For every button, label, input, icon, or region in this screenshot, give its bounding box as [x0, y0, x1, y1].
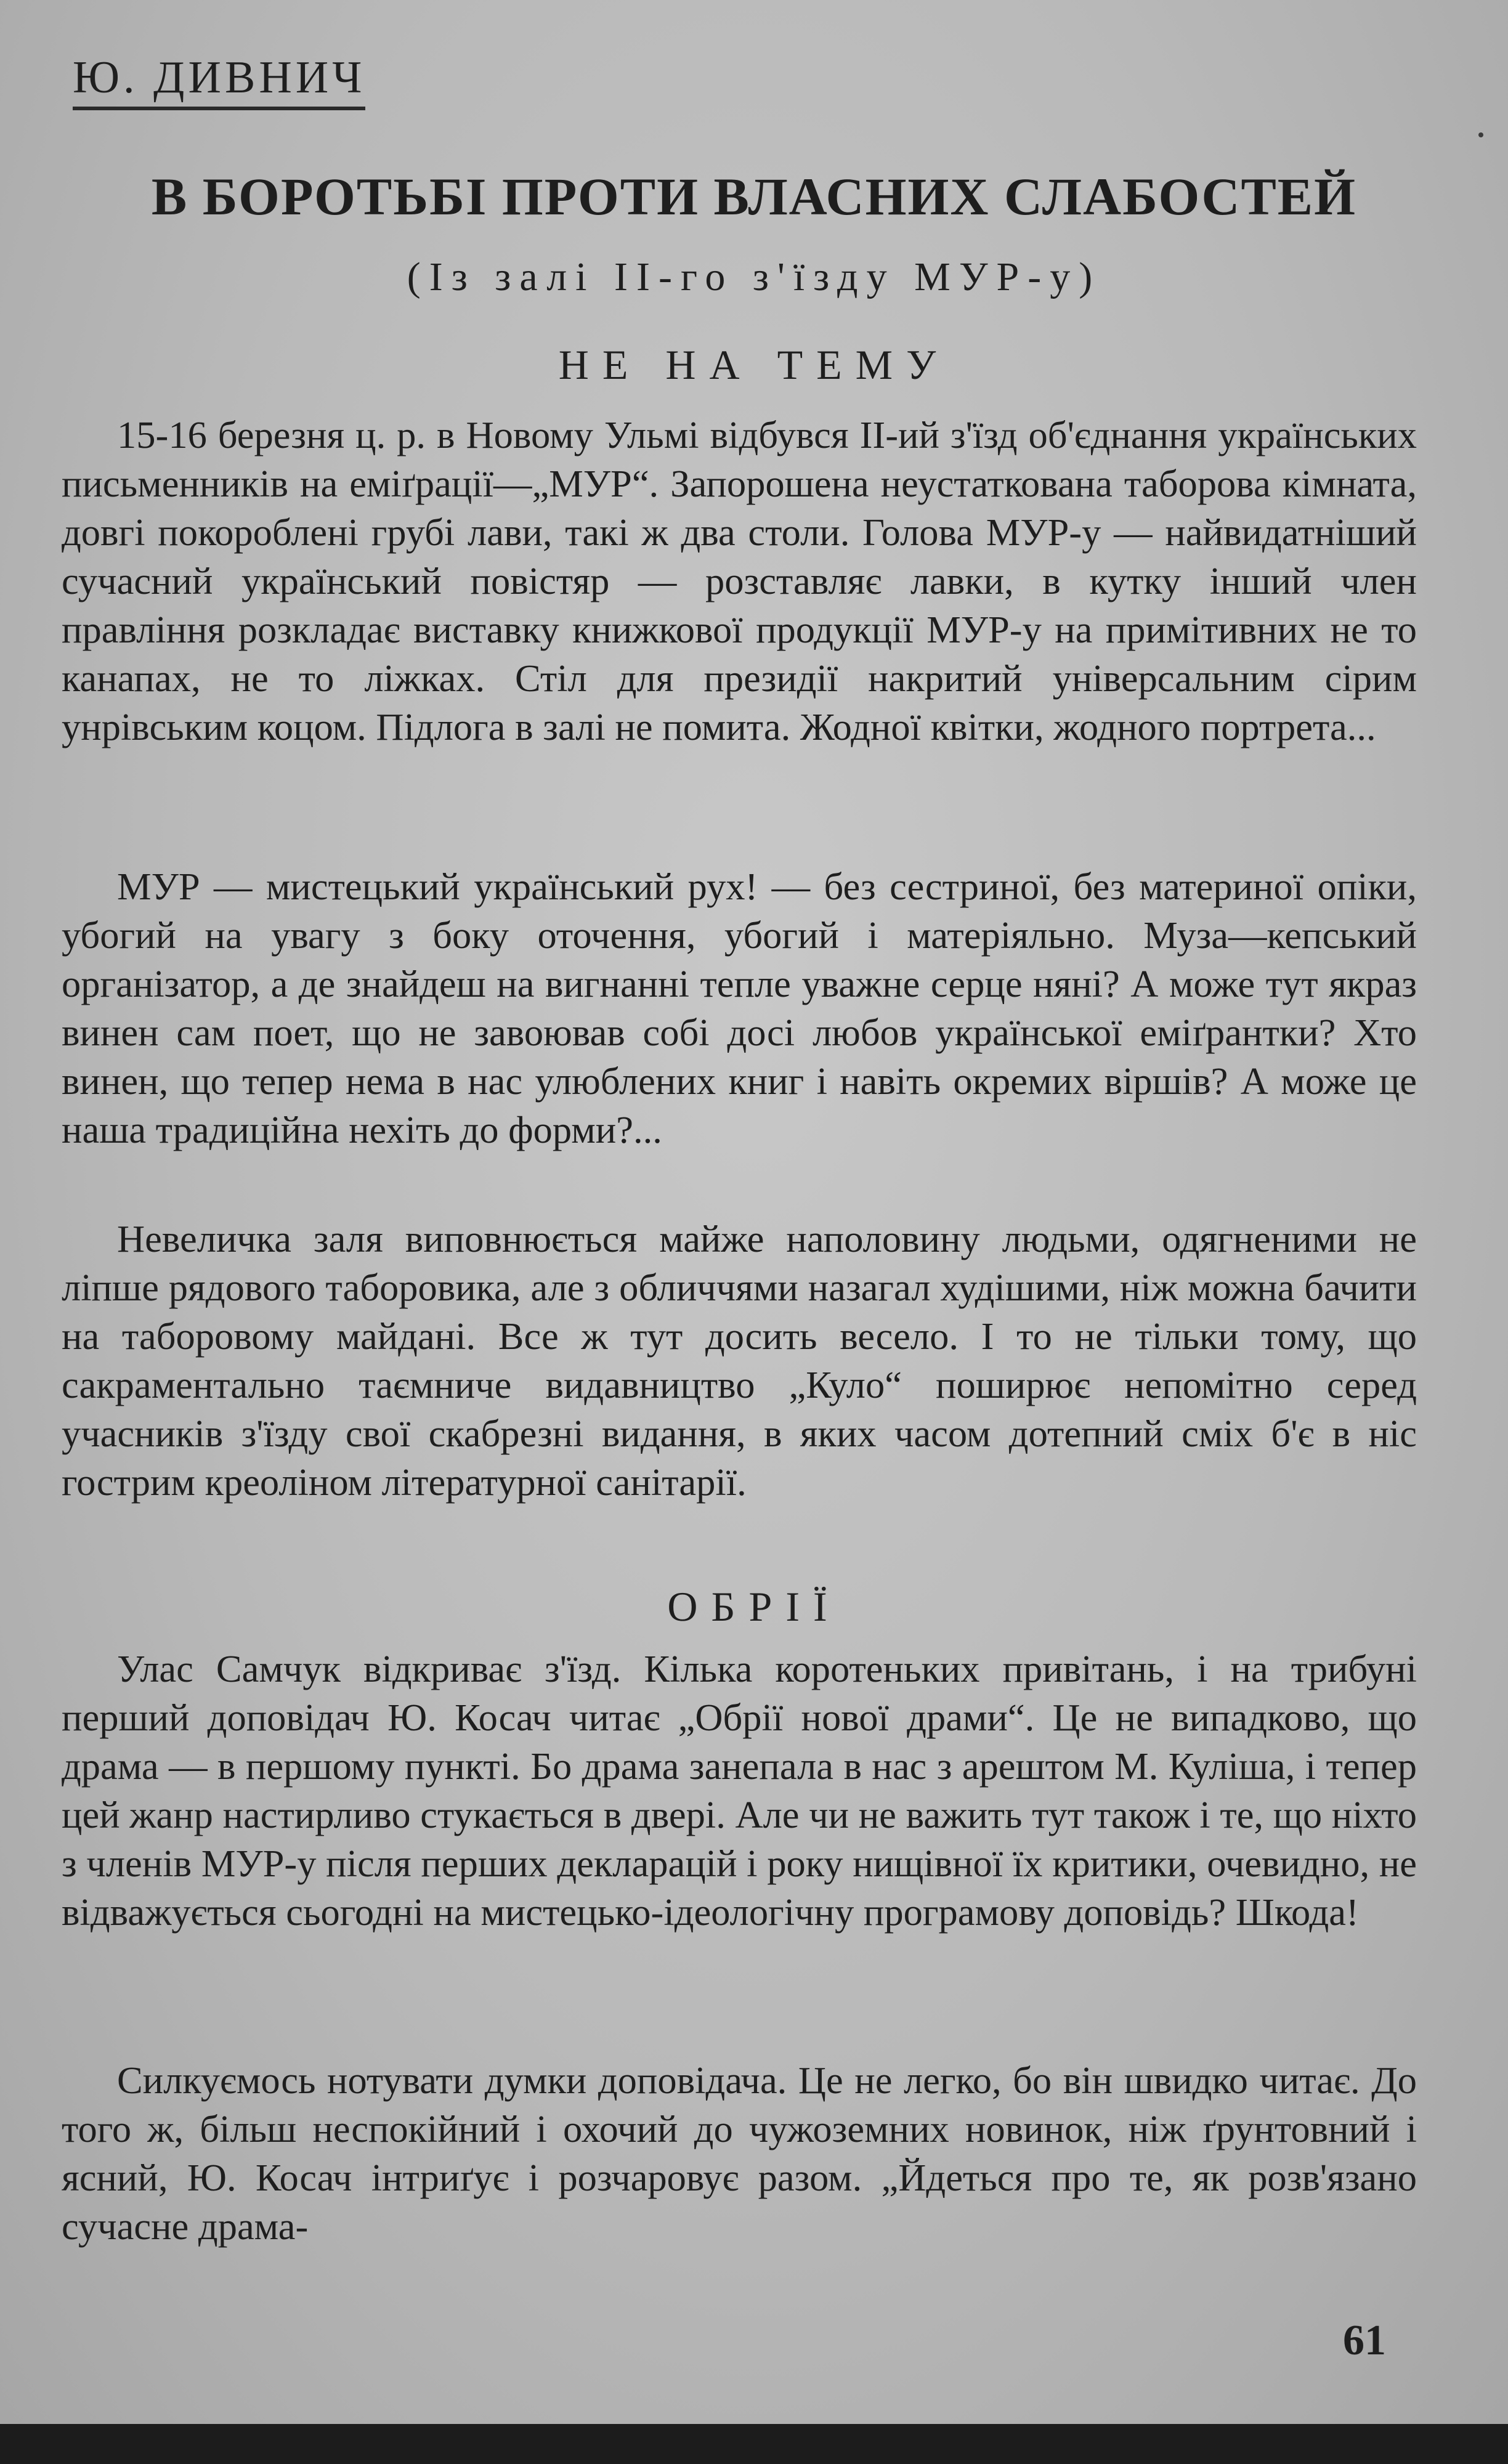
paragraph-1: 15-16 березня ц. р. в Новому Ульмі відбувся ІІ-ий з'їзд об'єднання українських письменників на еміґрації—„МУР“. Запорошена неустаткована таборова кімната, довгі покороблені грубі лави, такі ж два столи. Голова МУР-у — найвидатніший сучасний український повістяр — розставляє лавки, в кутку інший член правління розкладає виставку книжкової продукції МУР-у на примітивних не то канапах, не то ліжках. Стіл для президії накритий універсальним сірим унрівським коцом. Підлога в залі не помита. Жодної квітки, жодного портрета...: [62, 413, 1417, 748]
section-heading-ne-na-temu: НЕ НА ТЕМУ: [558, 341, 950, 388]
print-speck: [1478, 132, 1483, 137]
article-title: В БОРОТЬБІ ПРОТИ ВЛАСНИХ СЛАБОСТЕЙ: [151, 167, 1357, 226]
paragraph-4: Улас Самчук відкриває з'їзд. Кілька коротеньких привітань, і на трибуні перший доповідач Ю. Косач читає „Обрії нової драми“. Це не випадково, що драма — в першому пункті. Бо драма занепала в нас з арештом М. Куліша, і тепер цей жанр настирливо стукається в двері. Але чи не важить тут також і те, що ніхто з членів МУР-у після перших декларацій і року нищівної їх критики, очевидно, не відважується сьогодні на мистецько-ідеологічну програмову доповідь? Шкода!: [62, 1647, 1417, 1934]
paragraph-3: Невеличка заля виповнюється майже наполовину людьми, одягненими не ліпше рядового таборовика, але з обличчями назагал худішими, ніж можна бачити на таборовому майдані. Все ж тут досить весело. І то не тільки тому, що сакраментально таємниче видавництво „Куло“ поширює непомітно серед учасників з'їзду свої скабрезні видання, в яких часом дотепний сміх б'є в ніс гострим креоліном літературної санітарії.: [62, 1217, 1417, 1504]
paragraph-2: МУР — мистецький український рух! — без сестриної, без материної опіки, убогий на увагу з боку оточення, убогий і матеріяльно. Муза—кепський організатор, а де знайдеш на вигнанні тепле уважне серце няні? А може тут якраз винен сам поет, що не завоював собі досі любов української еміґрантки? Хто винен, що тепер нема в нас улюблених книг і навіть окремих віршів? А може це наша традиційна нехіть до форми?...: [62, 865, 1417, 1151]
paragraph-5: Силкуємось нотувати думки доповідача. Це не легко, бо він швидко читає. До того ж, більш неспокійний і охочий до чужоземних новинок, ніж ґрунтовний і ясний, Ю. Косач інтриґує і розчаровує разом. „Йдеться про те, як розв'язано сучасне драма-: [62, 2059, 1417, 2248]
page-number: 61: [1343, 2317, 1386, 2364]
section-heading-obrii: ОБРІЇ: [667, 1583, 841, 1630]
article-subtitle: (Із залі ІІ-го з'їзду МУР-у): [407, 254, 1101, 299]
author-name: Ю. ДИВНИЧ: [73, 53, 365, 110]
